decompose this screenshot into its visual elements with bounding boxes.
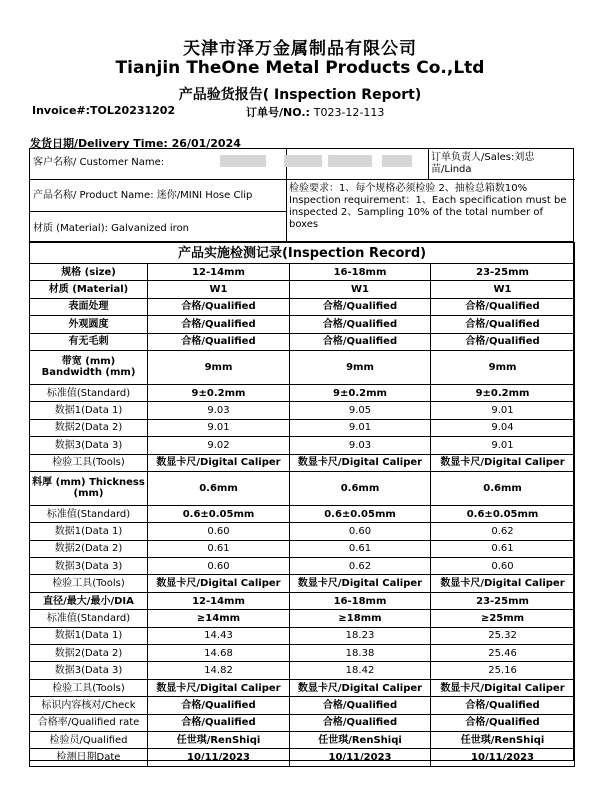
record-row-label: 检测日期Date bbox=[30, 749, 148, 766]
record-row bbox=[30, 679, 575, 696]
record-cell: 10/11/2023 bbox=[148, 749, 290, 766]
record-cell: 合格/Qualified bbox=[431, 316, 575, 333]
record-cell: 9.01 bbox=[290, 419, 431, 436]
record-cell: 合格/Qualified bbox=[148, 316, 290, 333]
record-row-label: 料厚 (mm) Thickness (mm) bbox=[30, 471, 148, 505]
record-cell: 合格/Qualified bbox=[431, 697, 575, 714]
order-label: 订单号/NO.: bbox=[246, 106, 314, 119]
record-cell: 14.68 bbox=[148, 645, 290, 662]
record-cell: 任世琪/RenShiqi bbox=[290, 731, 431, 748]
redacted-block bbox=[382, 155, 412, 167]
record-row-label: 标准值(Standard) bbox=[30, 610, 148, 627]
record-cell: 数显卡尺/Digital Caliper bbox=[431, 679, 575, 696]
record-row-label: 数据1(Data 1) bbox=[30, 523, 148, 540]
record-row bbox=[30, 402, 575, 419]
record-cell: 0.60 bbox=[148, 558, 290, 575]
record-cell: 数显卡尺/Digital Caliper bbox=[290, 454, 431, 471]
record-row-label: 带宽 (mm) Bandwidth (mm) bbox=[30, 350, 148, 384]
record-cell: 12-14mm bbox=[148, 264, 290, 281]
report-title: 产品验货报告( Inspection Report) bbox=[178, 87, 422, 103]
record-cell: ≥25mm bbox=[431, 610, 575, 627]
record-row-label: 数据1(Data 1) bbox=[30, 402, 148, 419]
record-cell: 9±0.2mm bbox=[290, 384, 431, 401]
record-cell: 0.6mm bbox=[431, 471, 575, 505]
record-cell: 合格/Qualified bbox=[290, 316, 431, 333]
record-row bbox=[30, 645, 575, 662]
record-cell: 数显卡尺/Digital Caliper bbox=[431, 454, 575, 471]
record-row bbox=[30, 454, 575, 471]
record-cell: 9.03 bbox=[148, 402, 290, 419]
record-row-label: 材质 (Material) bbox=[30, 281, 148, 298]
record-row-label: 数据2(Data 2) bbox=[30, 645, 148, 662]
record-row bbox=[30, 575, 575, 592]
record-cell: 14.82 bbox=[148, 662, 290, 679]
record-cell: 12-14mm bbox=[148, 592, 290, 609]
record-row-label: 数据3(Data 3) bbox=[30, 437, 148, 454]
record-row bbox=[30, 264, 575, 281]
record-cell: 9.01 bbox=[148, 419, 290, 436]
record-cell: 0.6mm bbox=[148, 471, 290, 505]
inspection-requirement: 检验要求：1、每个规格必须检验 2、抽检总箱数10% Inspection requirement：1、Each specification must be inspected 2、Sampling 10% of the total number of boxes bbox=[289, 183, 567, 230]
order-value: T023-12-113 bbox=[313, 106, 385, 119]
record-cell: 0.61 bbox=[148, 540, 290, 557]
record-cell: 合格/Qualified bbox=[290, 333, 431, 350]
record-cell: 任世琪/RenShiqi bbox=[148, 731, 290, 748]
record-row bbox=[30, 540, 575, 557]
info-divider-row1 bbox=[30, 179, 575, 180]
record-row-label: 检验工具(Tools) bbox=[30, 575, 148, 592]
record-cell: 14.43 bbox=[148, 627, 290, 644]
record-row-label: 数据1(Data 1) bbox=[30, 627, 148, 644]
record-cell: 9.02 bbox=[148, 437, 290, 454]
record-cell: 9±0.2mm bbox=[431, 384, 575, 401]
record-row-label: 规格 (size) bbox=[30, 264, 148, 281]
record-cell: 数显卡尺/Digital Caliper bbox=[148, 454, 290, 471]
record-cell: 合格/Qualified bbox=[148, 298, 290, 315]
record-cell: 合格/Qualified bbox=[148, 333, 290, 350]
record-cell: 18.38 bbox=[290, 645, 431, 662]
record-cell: 数显卡尺/Digital Caliper bbox=[290, 679, 431, 696]
record-cell: 10/11/2023 bbox=[290, 749, 431, 766]
record-cell: 0.61 bbox=[431, 540, 575, 557]
record-row-label: 有无毛刺 bbox=[30, 333, 148, 350]
record-cell: 0.61 bbox=[290, 540, 431, 557]
record-cell: ≥18mm bbox=[290, 610, 431, 627]
record-cell: 0.6mm bbox=[290, 471, 431, 505]
redacted-block bbox=[328, 155, 372, 167]
record-cell: 18.42 bbox=[290, 662, 431, 679]
record-row bbox=[30, 384, 575, 401]
inspection-record-title: 产品实施检测记录(Inspection Record) bbox=[30, 243, 575, 264]
record-cell: 0.62 bbox=[290, 558, 431, 575]
record-cell: 合格/Qualified bbox=[290, 697, 431, 714]
record-row bbox=[30, 298, 575, 315]
record-cell: 0.60 bbox=[431, 558, 575, 575]
record-cell: 23-25mm bbox=[431, 592, 575, 609]
record-cell: 10/11/2023 bbox=[431, 749, 575, 766]
record-row-label: 外观圆度 bbox=[30, 316, 148, 333]
record-row bbox=[30, 592, 575, 609]
record-cell: 23-25mm bbox=[431, 264, 575, 281]
product-name: 产品名称/ Product Name: 迷你/MINI Hose Clip bbox=[33, 190, 253, 201]
record-row bbox=[30, 697, 575, 714]
record-cell: 合格/Qualified bbox=[431, 333, 575, 350]
company-name-cn: 天津市泽万金属制品有限公司 bbox=[183, 39, 417, 59]
record-row bbox=[30, 437, 575, 454]
record-cell: 0.6±0.05mm bbox=[431, 505, 575, 522]
record-row bbox=[30, 471, 575, 505]
record-cell: 9.03 bbox=[290, 437, 431, 454]
record-cell: 9.04 bbox=[431, 419, 575, 436]
order-number bbox=[246, 104, 384, 120]
record-cell: 9.05 bbox=[290, 402, 431, 419]
record-row-label: 标准值(Standard) bbox=[30, 384, 148, 401]
record-row bbox=[30, 523, 575, 540]
record-row-label: 合格率/Qualified rate bbox=[30, 714, 148, 731]
record-cell: 9mm bbox=[290, 350, 431, 384]
record-row bbox=[30, 316, 575, 333]
record-cell: W1 bbox=[431, 281, 575, 298]
record-cell: W1 bbox=[290, 281, 431, 298]
record-cell: 9.01 bbox=[431, 437, 575, 454]
record-cell: 18.23 bbox=[290, 627, 431, 644]
record-cell: 0.6±0.05mm bbox=[148, 505, 290, 522]
record-cell: 数显卡尺/Digital Caliper bbox=[148, 679, 290, 696]
record-cell: 0.62 bbox=[431, 523, 575, 540]
record-row-label: 标识内容核对/Check bbox=[30, 697, 148, 714]
record-cell: 合格/Qualified bbox=[148, 697, 290, 714]
record-cell: 9.01 bbox=[431, 402, 575, 419]
record-row-label: 检验工具(Tools) bbox=[30, 679, 148, 696]
material: 材质 (Material): Galvanized iron bbox=[33, 223, 190, 234]
record-cell: 合格/Qualified bbox=[290, 714, 431, 731]
record-cell: 0.60 bbox=[290, 523, 431, 540]
record-row bbox=[30, 731, 575, 748]
info-divider-row2 bbox=[30, 211, 286, 212]
record-cell: 数显卡尺/Digital Caliper bbox=[431, 575, 575, 592]
record-row-label: 数据2(Data 2) bbox=[30, 419, 148, 436]
record-cell: ≥14mm bbox=[148, 610, 290, 627]
record-row bbox=[30, 419, 575, 436]
record-cell: 合格/Qualified bbox=[148, 714, 290, 731]
record-cell: W1 bbox=[148, 281, 290, 298]
record-row bbox=[30, 610, 575, 627]
redacted-block bbox=[220, 155, 266, 167]
record-cell: 合格/Qualified bbox=[431, 714, 575, 731]
record-cell: 数显卡尺/Digital Caliper bbox=[148, 575, 290, 592]
record-cell: 25.32 bbox=[431, 627, 575, 644]
record-cell: 合格/Qualified bbox=[290, 298, 431, 315]
redacted-block bbox=[284, 155, 322, 167]
delivery-time: 发货日期/Delivery Time: 26/01/2024 bbox=[30, 137, 241, 150]
record-cell: 0.60 bbox=[148, 523, 290, 540]
record-row-label: 检验员/Qualified bbox=[30, 731, 148, 748]
record-cell: 9±0.2mm bbox=[148, 384, 290, 401]
company-name-en: Tianjin TheOne Metal Products Co.,Ltd bbox=[115, 58, 485, 78]
record-row-label: 数据2(Data 2) bbox=[30, 540, 148, 557]
record-cell: 合格/Qualified bbox=[431, 298, 575, 315]
order-info-panel bbox=[29, 148, 574, 242]
record-cell: 数显卡尺/Digital Caliper bbox=[290, 575, 431, 592]
record-row bbox=[30, 281, 575, 298]
record-cell: 25.16 bbox=[431, 662, 575, 679]
record-cell: 0.6±0.05mm bbox=[290, 505, 431, 522]
record-row bbox=[30, 627, 575, 644]
sales-contact: 订单负责人/Sales:刘忠苗/Linda bbox=[431, 152, 535, 175]
record-cell: 25.46 bbox=[431, 645, 575, 662]
record-row-label: 标准值(Standard) bbox=[30, 505, 148, 522]
invoice-number: Invoice#:TOL20231202 bbox=[32, 104, 176, 117]
record-row-label: 检验工具(Tools) bbox=[30, 454, 148, 471]
record-row-label: 直径/最大/最小/DIA bbox=[30, 592, 148, 609]
customer-name-label: 客户名称/ Customer Name: bbox=[33, 157, 165, 168]
record-cell: 9mm bbox=[431, 350, 575, 384]
record-row bbox=[30, 662, 575, 679]
record-row-label: 数据3(Data 3) bbox=[30, 662, 148, 679]
record-row bbox=[30, 350, 575, 384]
record-row bbox=[30, 333, 575, 350]
record-cell: 任世琪/RenShiqi bbox=[431, 731, 575, 748]
record-row bbox=[30, 749, 575, 766]
record-row-label: 表面处理 bbox=[30, 298, 148, 315]
record-row bbox=[30, 558, 575, 575]
record-cell: 9mm bbox=[148, 350, 290, 384]
record-cell: 16-18mm bbox=[290, 592, 431, 609]
record-row-label: 数据3(Data 3) bbox=[30, 558, 148, 575]
record-row bbox=[30, 714, 575, 731]
inspection-record-table bbox=[29, 242, 575, 767]
record-cell: 16-18mm bbox=[290, 264, 431, 281]
record-row bbox=[30, 505, 575, 522]
